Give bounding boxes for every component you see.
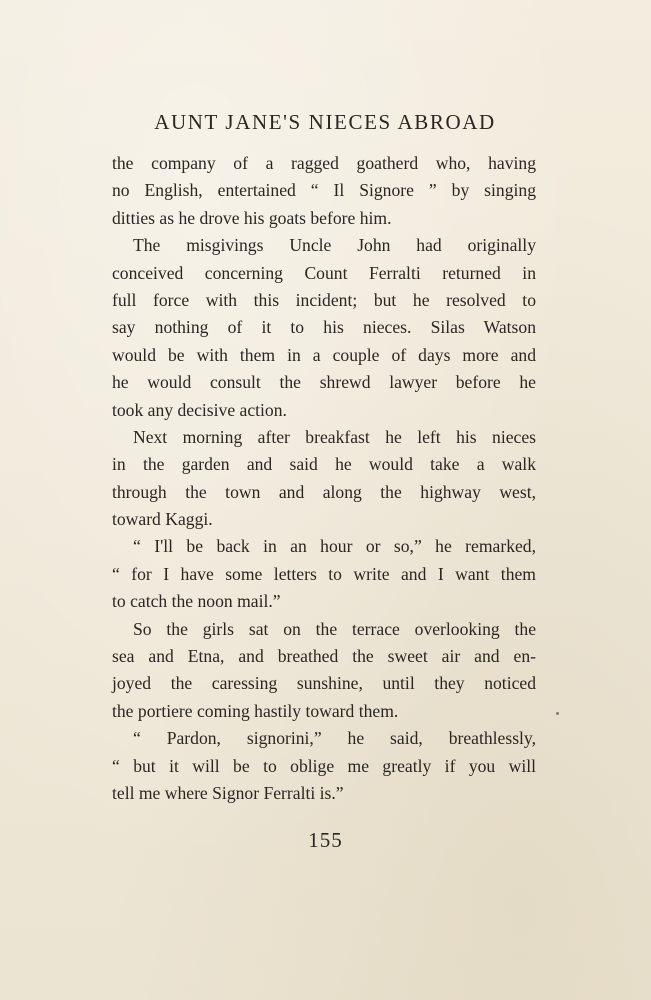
text-line: the portiere coming hastily toward them. [112, 700, 399, 721]
text-line: full force with this incident; but he resolved to [112, 289, 536, 310]
text-line: The misgivings Uncle John had originally [133, 235, 536, 256]
text-line: through the town and along the highway west, [112, 481, 536, 502]
text-line: conceived concerning Count Ferralti returned in [112, 262, 536, 283]
paper-speck [556, 712, 559, 715]
text-line: “ Pardon, signorini,” he said, breathlessly, [133, 728, 536, 749]
text-line: “ I'll be back in an hour or so,” he remarked, [133, 536, 536, 557]
text-line: “ but it will be to oblige me greatly if you will [112, 755, 536, 776]
text-line: ditties as he drove his goats before him. [112, 207, 392, 228]
text-line: say nothing of it to his nieces. Silas Watson [112, 317, 536, 338]
running-head: AUNT JANE'S NIECES ABROAD [154, 110, 496, 134]
page-number: 155 [308, 828, 343, 852]
text-line: to catch the noon mail.” [112, 591, 281, 612]
text-line: he would consult the shrewd lawyer before he [112, 372, 536, 393]
text-line: Next morning after breakfast he left his nieces [133, 426, 536, 447]
text-line: sea and Etna, and breathed the sweet air and en- [112, 646, 536, 667]
text-line: toward Kaggi. [112, 509, 213, 530]
text-line: in the garden and said he would take a walk [112, 454, 536, 475]
body-text [112, 150, 536, 807]
text-line: So the girls sat on the terrace overlooking the [133, 618, 536, 639]
text-line: joyed the caressing sunshine, until they noticed [112, 673, 536, 694]
text-line: tell me where Signor Ferralti is.” [112, 782, 344, 803]
text-line: no English, entertained “ Il Signore ” by singing [112, 180, 536, 201]
text-line: “ for I have some letters to write and I want them [112, 563, 536, 584]
text-line: the company of a ragged goatherd who, having [112, 153, 536, 173]
text-line: would be with them in a couple of days more and [112, 344, 536, 365]
text-line: took any decisive action. [112, 399, 287, 420]
